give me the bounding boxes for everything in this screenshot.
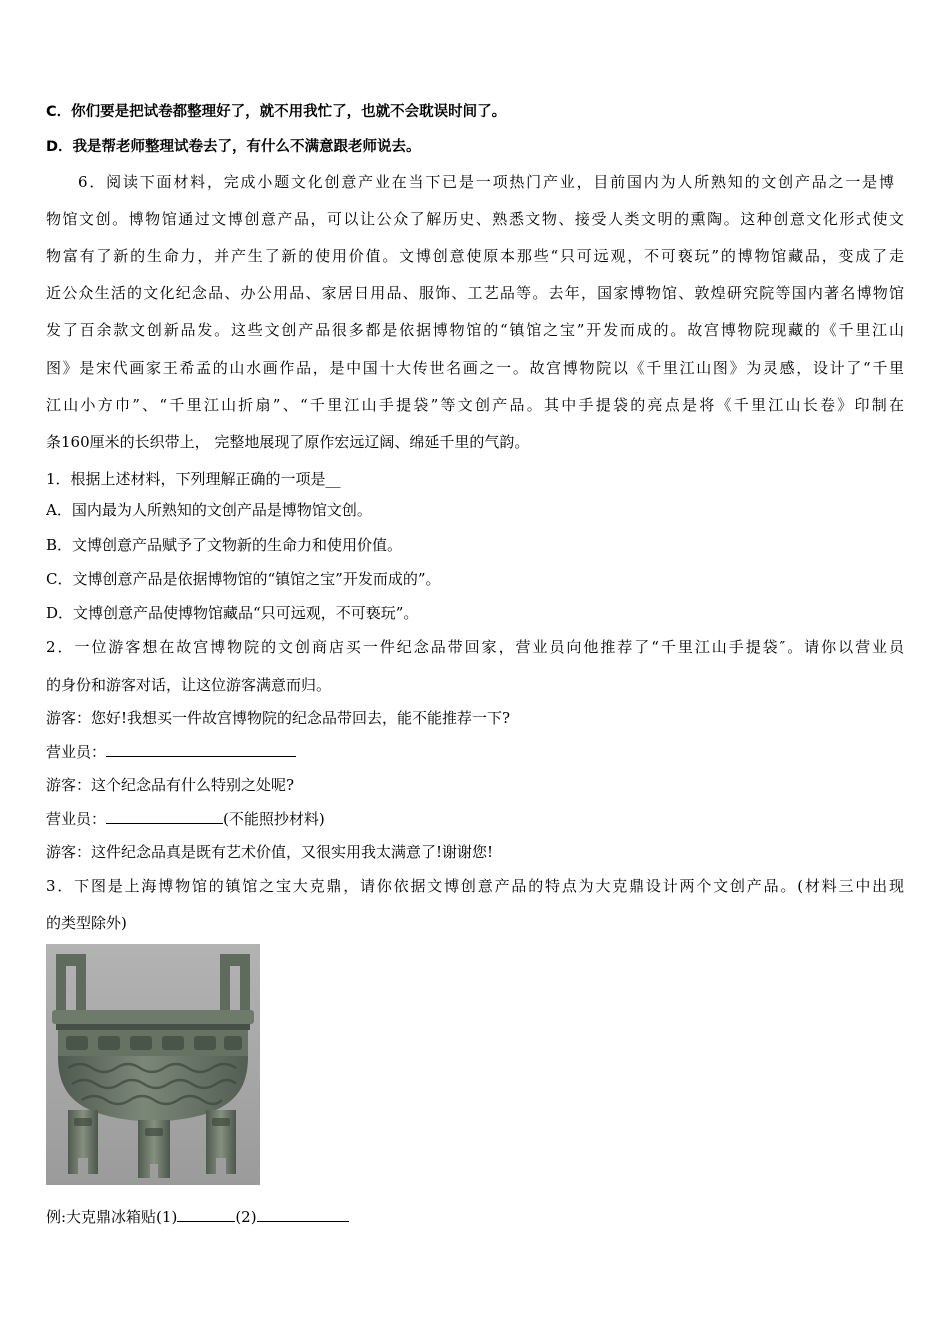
passage-line-4: 近公众生活的文化纪念品、办公用品、家居日用品、服饰、工艺品等。去年，国家博物馆、敦煌研究院等国内著名博物馆 xyxy=(46,284,904,302)
q2-clerk-2-note: (不能照抄材料) xyxy=(223,810,325,828)
q3-stem-line-1: 3．下图是上海博物馆的镇馆之宝大克鼎，请你依据文博创意产品的特点为大克鼎设计两个文创产品。(材料三中出现 xyxy=(46,877,904,895)
passage-line-8: 条160厘米的长织带上， 完整地展现了原作宏远辽阔、绵延千里的气韵。 xyxy=(46,433,530,451)
q3-example-mid: (2) xyxy=(235,1208,257,1226)
answer-blank-design-1[interactable] xyxy=(177,1206,235,1222)
q2-clerk-2 xyxy=(46,808,906,829)
q2-tourist-2: 游客：这个纪念品有什么特别之处呢? xyxy=(46,776,295,794)
answer-blank-clerk-1[interactable] xyxy=(106,741,296,757)
passage-line-7: 江山小方巾”、“千里江山折扇”、“千里江山手提袋”等文创产品。其中手提袋的亮点是将《千里江山长卷》印制在 xyxy=(46,396,904,414)
option-d-prev: D．我是帮老师整理试卷去了，有什么不满意跟老师说去。 xyxy=(46,139,421,155)
q1-stem: 1．根据上述材料，下列理解正确的一项是__ xyxy=(46,470,341,488)
q2-clerk-1 xyxy=(46,741,906,762)
q3-example-prefix: 例:大克鼎冰箱贴(1) xyxy=(46,1208,178,1226)
q3-example xyxy=(46,1206,906,1227)
passage-line-5: 发了百余款文创新品发。这些文创产品很多都是依据博物馆的“镇馆之宝”开发而成的。故宫博物院现藏的《千里江山 xyxy=(46,321,904,339)
q3-stem-line-2: 的类型除外) xyxy=(46,914,127,932)
q1-option-b: B．文博创意产品赋予了文物新的生命力和使用价值。 xyxy=(46,536,403,554)
passage-line-2: 物馆文创。博物馆通过文博创意产品，可以让公众了解历史、熟悉文物、接受人类文明的熏陶。这种创意文化形式使文 xyxy=(46,210,904,228)
passage-line-6: 图》是宋代画家王希孟的山水画作品，是中国十大传世名画之一。故宫博物院以《千里江山图》为灵感，设计了“千里 xyxy=(46,359,904,377)
da-ke-ding-image xyxy=(46,944,260,1185)
q1-option-a: A．国内最为人所熟知的文创产品是博物馆文创。 xyxy=(46,501,372,519)
answer-blank-design-2[interactable] xyxy=(257,1206,349,1222)
q2-stem-line-2: 的身份和游客对话，让这位游客满意而归。 xyxy=(46,676,332,694)
q2-stem-line-1: 2．一位游客想在故宫博物院的文创商店买一件纪念品带回家，营业员向他推荐了“千里江山手提袋″。请你以营业员 xyxy=(46,638,904,656)
q2-clerk-1-label: 营业员： xyxy=(46,743,107,761)
q2-tourist-1: 游客：您好!我想买一件故宫博物院的纪念品带回去，能不能推荐一下? xyxy=(46,709,511,727)
passage-line-3: 物富有了新的生命力，并产生了新的使用价值。文博创意使原本那些“只可远观，不可亵玩”的博物馆藏品，变成了走 xyxy=(46,247,904,265)
passage-line-1: 6．阅读下面材料，完成小题文化创意产业在当下已是一项热门产业，目前国内为人所熟知的文创产品之一是博 xyxy=(78,173,894,191)
q2-clerk-2-label: 营业员： xyxy=(46,810,107,828)
option-c-prev: C．你们要是把试卷都整理好了，就不用我忙了，也就不会耽误时间了。 xyxy=(46,104,507,120)
q1-option-d: D．文博创意产品使博物馆藏品“只可远观，不可亵玩”。 xyxy=(46,604,419,622)
answer-blank-clerk-2[interactable] xyxy=(106,808,223,824)
q2-tourist-3: 游客：这件纪念品真是既有艺术价值，又很实用我太满意了!谢谢您! xyxy=(46,843,494,861)
q1-option-c: C．文博创意产品是依据博物馆的“镇馆之宝”开发而成的”。 xyxy=(46,570,441,588)
